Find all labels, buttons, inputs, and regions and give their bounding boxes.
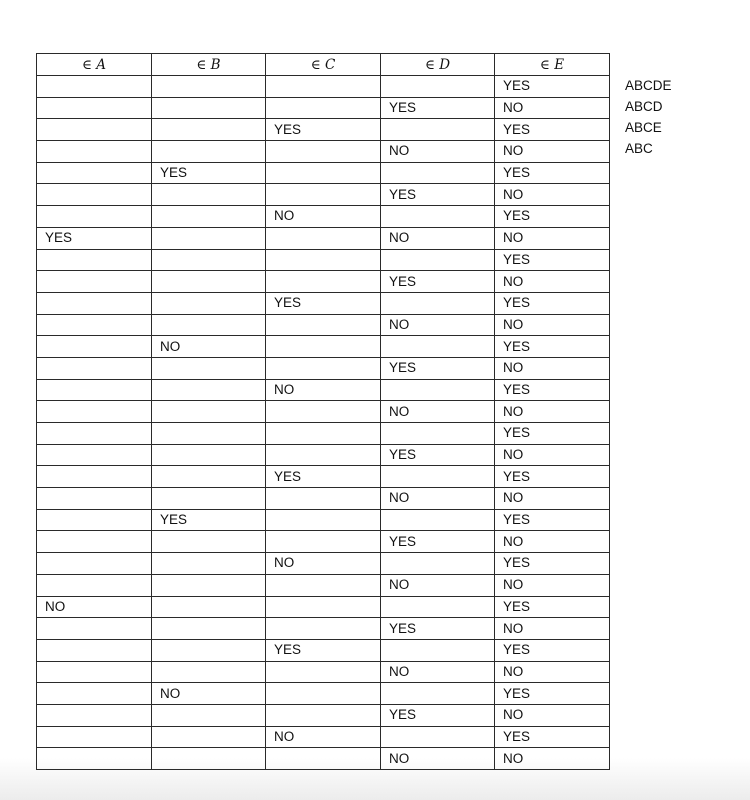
cell-in-a bbox=[37, 509, 152, 531]
cell-in-e: YES bbox=[495, 119, 610, 141]
cell-in-c bbox=[266, 618, 381, 640]
cell-in-d: NO bbox=[381, 661, 495, 683]
cell-in-d bbox=[381, 466, 495, 488]
cell-in-d: YES bbox=[381, 704, 495, 726]
cell-in-c bbox=[266, 249, 381, 271]
subset-label: ABCE bbox=[625, 120, 662, 135]
cell-in-c bbox=[266, 661, 381, 683]
header-in-c: ∈ C bbox=[266, 54, 381, 76]
cell-in-d bbox=[381, 683, 495, 705]
table-body bbox=[37, 76, 610, 770]
cell-in-c: NO bbox=[266, 379, 381, 401]
table-row bbox=[37, 531, 610, 553]
cell-in-b bbox=[152, 444, 266, 466]
cell-in-a bbox=[37, 336, 152, 358]
cell-in-d: YES bbox=[381, 184, 495, 206]
cell-in-c bbox=[266, 444, 381, 466]
cell-in-d bbox=[381, 509, 495, 531]
cell-in-d bbox=[381, 206, 495, 228]
cell-in-b bbox=[152, 423, 266, 445]
table-row bbox=[37, 748, 610, 770]
cell-in-e: NO bbox=[495, 661, 610, 683]
cell-in-a bbox=[37, 726, 152, 748]
cell-in-a bbox=[37, 618, 152, 640]
cell-in-e: NO bbox=[495, 227, 610, 249]
cell-in-a: YES bbox=[37, 227, 152, 249]
cell-in-a bbox=[37, 639, 152, 661]
cell-in-b bbox=[152, 704, 266, 726]
cell-in-a bbox=[37, 379, 152, 401]
cell-in-c bbox=[266, 141, 381, 163]
cell-in-d: NO bbox=[381, 141, 495, 163]
cell-in-c bbox=[266, 97, 381, 119]
table-row bbox=[37, 119, 610, 141]
subset-label: ABCD bbox=[625, 99, 663, 114]
cell-in-e: YES bbox=[495, 596, 610, 618]
cell-in-b bbox=[152, 249, 266, 271]
cell-in-a bbox=[37, 683, 152, 705]
cell-in-d bbox=[381, 596, 495, 618]
cell-in-c bbox=[266, 76, 381, 98]
cell-in-c: YES bbox=[266, 466, 381, 488]
header-in-d: ∈ D bbox=[381, 54, 495, 76]
table-row bbox=[37, 574, 610, 596]
cell-in-a bbox=[37, 444, 152, 466]
cell-in-c bbox=[266, 423, 381, 445]
table-row bbox=[37, 227, 610, 249]
cell-in-b bbox=[152, 314, 266, 336]
table-row bbox=[37, 141, 610, 163]
cell-in-b bbox=[152, 357, 266, 379]
cell-in-c bbox=[266, 596, 381, 618]
cell-in-d: YES bbox=[381, 444, 495, 466]
cell-in-a bbox=[37, 162, 152, 184]
cell-in-a bbox=[37, 466, 152, 488]
cell-in-a bbox=[37, 97, 152, 119]
cell-in-a bbox=[37, 249, 152, 271]
cell-in-e: NO bbox=[495, 97, 610, 119]
cell-in-e: NO bbox=[495, 271, 610, 293]
cell-in-e: YES bbox=[495, 553, 610, 575]
cell-in-e: NO bbox=[495, 488, 610, 510]
cell-in-e: YES bbox=[495, 423, 610, 445]
cell-in-d: YES bbox=[381, 357, 495, 379]
cell-in-a bbox=[37, 553, 152, 575]
header-in-e: ∈ E bbox=[495, 54, 610, 76]
cell-in-d bbox=[381, 726, 495, 748]
cell-in-d bbox=[381, 76, 495, 98]
cell-in-d bbox=[381, 119, 495, 141]
cell-in-e: YES bbox=[495, 76, 610, 98]
subset-labels bbox=[625, 75, 672, 159]
cell-in-b bbox=[152, 618, 266, 640]
cell-in-d bbox=[381, 423, 495, 445]
table-row bbox=[37, 401, 610, 423]
cell-in-b: NO bbox=[152, 683, 266, 705]
table-row bbox=[37, 249, 610, 271]
subset-label: ABC bbox=[625, 141, 653, 156]
cell-in-e: YES bbox=[495, 206, 610, 228]
cell-in-d: YES bbox=[381, 97, 495, 119]
table-row bbox=[37, 97, 610, 119]
table-row bbox=[37, 661, 610, 683]
cell-in-c bbox=[266, 748, 381, 770]
cell-in-e: NO bbox=[495, 748, 610, 770]
table-row bbox=[37, 184, 610, 206]
cell-in-c bbox=[266, 488, 381, 510]
cell-in-e: NO bbox=[495, 357, 610, 379]
cell-in-d bbox=[381, 292, 495, 314]
cell-in-c bbox=[266, 401, 381, 423]
cell-in-a bbox=[37, 184, 152, 206]
cell-in-b bbox=[152, 141, 266, 163]
cell-in-c bbox=[266, 531, 381, 553]
cell-in-a bbox=[37, 574, 152, 596]
cell-in-b bbox=[152, 206, 266, 228]
cell-in-a bbox=[37, 292, 152, 314]
cell-in-c bbox=[266, 227, 381, 249]
cell-in-e: NO bbox=[495, 444, 610, 466]
cell-in-d: NO bbox=[381, 488, 495, 510]
cell-in-a bbox=[37, 119, 152, 141]
table-row bbox=[37, 488, 610, 510]
table-row bbox=[37, 162, 610, 184]
table-row bbox=[37, 336, 610, 358]
cell-in-e: YES bbox=[495, 466, 610, 488]
cell-in-a bbox=[37, 423, 152, 445]
cell-in-e: NO bbox=[495, 531, 610, 553]
cell-in-c bbox=[266, 509, 381, 531]
cell-in-a bbox=[37, 748, 152, 770]
cell-in-a bbox=[37, 314, 152, 336]
cell-in-e: NO bbox=[495, 141, 610, 163]
cell-in-b: YES bbox=[152, 162, 266, 184]
cell-in-d: NO bbox=[381, 574, 495, 596]
cell-in-e: NO bbox=[495, 314, 610, 336]
cell-in-b bbox=[152, 726, 266, 748]
table-row bbox=[37, 596, 610, 618]
cell-in-c: YES bbox=[266, 292, 381, 314]
cell-in-e: YES bbox=[495, 336, 610, 358]
cell-in-b bbox=[152, 379, 266, 401]
membership-table bbox=[36, 53, 610, 770]
cell-in-b bbox=[152, 488, 266, 510]
cell-in-b bbox=[152, 292, 266, 314]
cell-in-c: YES bbox=[266, 639, 381, 661]
table-row bbox=[37, 639, 610, 661]
table-row bbox=[37, 76, 610, 98]
cell-in-e: NO bbox=[495, 401, 610, 423]
table-row bbox=[37, 726, 610, 748]
cell-in-c bbox=[266, 314, 381, 336]
cell-in-e: YES bbox=[495, 726, 610, 748]
cell-in-c bbox=[266, 683, 381, 705]
cell-in-c: NO bbox=[266, 553, 381, 575]
cell-in-d: YES bbox=[381, 531, 495, 553]
cell-in-d bbox=[381, 639, 495, 661]
cell-in-e: YES bbox=[495, 379, 610, 401]
cell-in-e: NO bbox=[495, 184, 610, 206]
table-row bbox=[37, 357, 610, 379]
table-row bbox=[37, 206, 610, 228]
cell-in-a bbox=[37, 704, 152, 726]
cell-in-d: YES bbox=[381, 271, 495, 293]
cell-in-c bbox=[266, 704, 381, 726]
table-row bbox=[37, 618, 610, 640]
table-row bbox=[37, 423, 610, 445]
cell-in-e: YES bbox=[495, 509, 610, 531]
cell-in-c: NO bbox=[266, 206, 381, 228]
cell-in-a bbox=[37, 531, 152, 553]
cell-in-a bbox=[37, 661, 152, 683]
cell-in-a bbox=[37, 357, 152, 379]
cell-in-d bbox=[381, 553, 495, 575]
cell-in-d: NO bbox=[381, 314, 495, 336]
cell-in-c: YES bbox=[266, 119, 381, 141]
table-row bbox=[37, 444, 610, 466]
cell-in-e: YES bbox=[495, 683, 610, 705]
cell-in-e: NO bbox=[495, 574, 610, 596]
cell-in-b: YES bbox=[152, 509, 266, 531]
cell-in-e: YES bbox=[495, 639, 610, 661]
cell-in-b bbox=[152, 97, 266, 119]
cell-in-c bbox=[266, 357, 381, 379]
cell-in-d bbox=[381, 249, 495, 271]
cell-in-b bbox=[152, 661, 266, 683]
cell-in-b bbox=[152, 184, 266, 206]
cell-in-b bbox=[152, 401, 266, 423]
cell-in-e: NO bbox=[495, 618, 610, 640]
cell-in-c bbox=[266, 184, 381, 206]
table-row bbox=[37, 704, 610, 726]
cell-in-b bbox=[152, 596, 266, 618]
header-in-b: ∈ B bbox=[152, 54, 266, 76]
cell-in-a bbox=[37, 141, 152, 163]
cell-in-d bbox=[381, 336, 495, 358]
cell-in-d: YES bbox=[381, 618, 495, 640]
cell-in-b bbox=[152, 227, 266, 249]
cell-in-b bbox=[152, 748, 266, 770]
cell-in-d bbox=[381, 162, 495, 184]
cell-in-b bbox=[152, 76, 266, 98]
cell-in-c bbox=[266, 336, 381, 358]
cell-in-b bbox=[152, 271, 266, 293]
header-in-a: ∈ A bbox=[37, 54, 152, 76]
cell-in-b bbox=[152, 553, 266, 575]
cell-in-c: NO bbox=[266, 726, 381, 748]
subset-label: ABCDE bbox=[625, 78, 672, 93]
table-row bbox=[37, 466, 610, 488]
cell-in-b bbox=[152, 574, 266, 596]
cell-in-a bbox=[37, 206, 152, 228]
cell-in-a: NO bbox=[37, 596, 152, 618]
cell-in-b bbox=[152, 119, 266, 141]
cell-in-e: YES bbox=[495, 162, 610, 184]
cell-in-e: NO bbox=[495, 704, 610, 726]
table-row bbox=[37, 314, 610, 336]
cell-in-c bbox=[266, 271, 381, 293]
cell-in-e: YES bbox=[495, 249, 610, 271]
cell-in-d: NO bbox=[381, 748, 495, 770]
table-row bbox=[37, 509, 610, 531]
cell-in-a bbox=[37, 271, 152, 293]
cell-in-b: NO bbox=[152, 336, 266, 358]
cell-in-d: NO bbox=[381, 401, 495, 423]
cell-in-c bbox=[266, 162, 381, 184]
cell-in-d bbox=[381, 379, 495, 401]
cell-in-d: NO bbox=[381, 227, 495, 249]
cell-in-a bbox=[37, 76, 152, 98]
table-row bbox=[37, 292, 610, 314]
cell-in-a bbox=[37, 401, 152, 423]
cell-in-b bbox=[152, 639, 266, 661]
table-row bbox=[37, 271, 610, 293]
table-row bbox=[37, 683, 610, 705]
cell-in-b bbox=[152, 466, 266, 488]
table-row bbox=[37, 553, 610, 575]
cell-in-a bbox=[37, 488, 152, 510]
cell-in-c bbox=[266, 574, 381, 596]
cell-in-e: YES bbox=[495, 292, 610, 314]
cell-in-b bbox=[152, 531, 266, 553]
table-row bbox=[37, 379, 610, 401]
table-header-row bbox=[37, 54, 610, 76]
